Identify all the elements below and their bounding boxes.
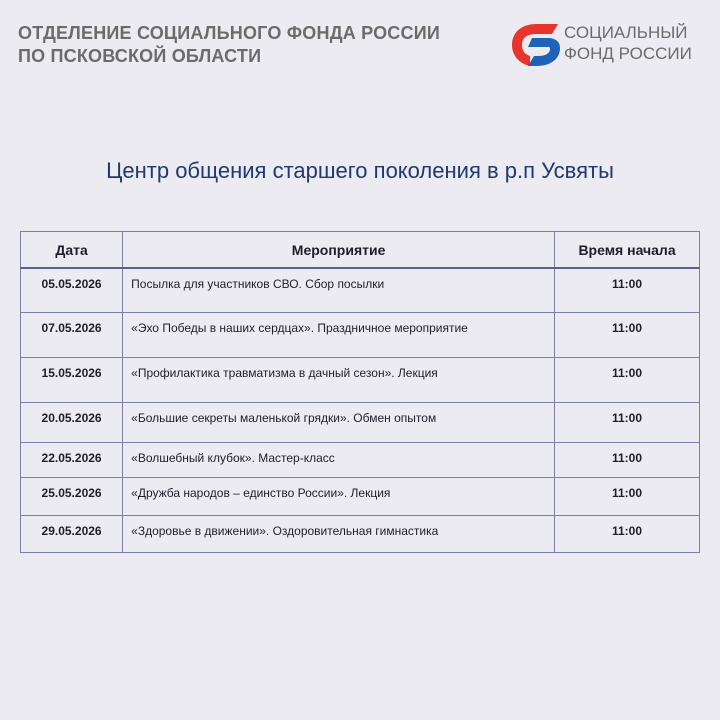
schedule-table xyxy=(20,231,700,553)
row-date: 22.05.2026 xyxy=(21,442,123,477)
table-row xyxy=(21,402,700,442)
row-event: «Профилактика травматизма в дачный сезон». Лекция xyxy=(123,357,555,402)
row-date: 29.05.2026 xyxy=(21,515,123,552)
table-row xyxy=(21,357,700,402)
org-title-line2: ПО ПСКОВСКОЙ ОБЛАСТИ xyxy=(18,46,262,66)
logo-text-line2: ФОНД РОССИИ xyxy=(564,44,692,63)
org-title xyxy=(18,22,440,68)
row-time: 11:00 xyxy=(555,515,700,552)
row-date: 07.05.2026 xyxy=(21,312,123,357)
row-event: «Здоровье в движении». Оздоровительная гимнастика xyxy=(123,515,555,552)
org-title-line1: ОТДЕЛЕНИЕ СОЦИАЛЬНОГО ФОНДА РОССИИ xyxy=(18,23,440,43)
sfr-logo xyxy=(506,20,706,70)
table-row xyxy=(21,515,700,552)
sfr-logo-icon xyxy=(506,20,562,70)
sfr-logo-text xyxy=(564,22,692,64)
table-header-row xyxy=(21,232,700,269)
row-time: 11:00 xyxy=(555,402,700,442)
row-event: «Эхо Победы в наших сердцах». Праздничное мероприятие xyxy=(123,312,555,357)
row-date: 05.05.2026 xyxy=(21,268,123,312)
page-title: Центр общения старшего поколения в р.п Усвяты xyxy=(106,158,614,183)
row-time: 11:00 xyxy=(555,268,700,312)
row-event: «Большие секреты маленькой грядки». Обмен опытом xyxy=(123,402,555,442)
row-time: 11:00 xyxy=(555,312,700,357)
column-header-time: Время начала xyxy=(555,232,700,269)
row-time: 11:00 xyxy=(555,357,700,402)
row-date: 15.05.2026 xyxy=(21,357,123,402)
logo-text-line1: СОЦИАЛЬНЫЙ xyxy=(564,23,688,42)
row-event: «Волшебный клубок». Мастер-класс xyxy=(123,442,555,477)
table-row xyxy=(21,268,700,312)
row-event: «Дружба народов – единство России». Лекция xyxy=(123,477,555,515)
table-row xyxy=(21,312,700,357)
column-header-event: Мероприятие xyxy=(123,232,555,269)
row-date: 25.05.2026 xyxy=(21,477,123,515)
row-time: 11:00 xyxy=(555,477,700,515)
row-time: 11:00 xyxy=(555,442,700,477)
row-event: Посылка для участников СВО. Сбор посылки xyxy=(123,268,555,312)
table-row xyxy=(21,442,700,477)
row-date: 20.05.2026 xyxy=(21,402,123,442)
column-header-date: Дата xyxy=(21,232,123,269)
table-row xyxy=(21,477,700,515)
